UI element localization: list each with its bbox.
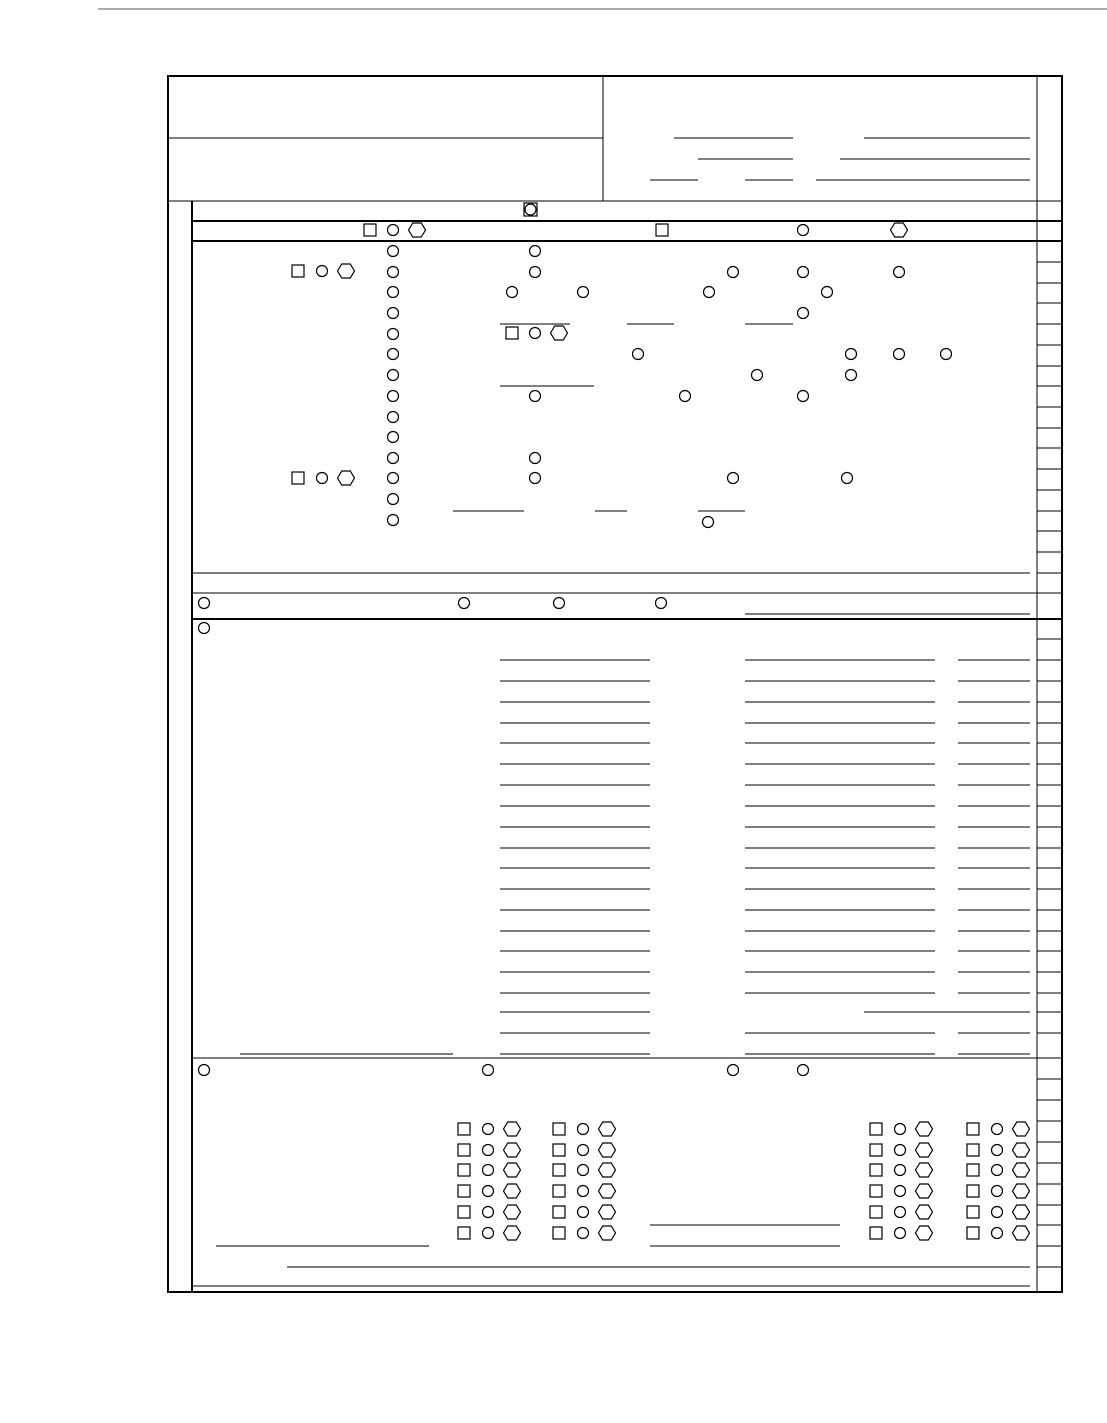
- square-checkbox-icon[interactable]: [553, 1164, 565, 1176]
- circle-radio-icon[interactable]: [578, 1207, 589, 1218]
- circle-radio-icon[interactable]: [483, 1145, 494, 1156]
- circle-radio-icon[interactable]: [798, 225, 809, 236]
- square-checkbox-icon[interactable]: [553, 1185, 565, 1197]
- circle-radio-icon[interactable]: [530, 473, 541, 484]
- hexagon-option-icon[interactable]: [551, 326, 568, 340]
- hexagon-option-icon[interactable]: [1013, 1226, 1030, 1240]
- square-checkbox-icon[interactable]: [458, 1206, 470, 1218]
- circle-radio-icon[interactable]: [388, 308, 399, 319]
- circle-radio-icon[interactable]: [530, 391, 541, 402]
- circle-radio-icon[interactable]: [483, 1207, 494, 1218]
- circle-radio-icon[interactable]: [483, 1124, 494, 1135]
- square-checkbox-icon[interactable]: [458, 1227, 470, 1239]
- hexagon-option-icon[interactable]: [1013, 1184, 1030, 1198]
- hexagon-option-icon[interactable]: [504, 1226, 521, 1240]
- circle-radio-icon[interactable]: [199, 598, 210, 609]
- circle-radio-icon[interactable]: [388, 432, 399, 443]
- circle-radio-icon[interactable]: [992, 1145, 1003, 1156]
- circle-radio-icon[interactable]: [388, 246, 399, 257]
- circle-radio-icon[interactable]: [578, 1165, 589, 1176]
- square-checkbox-icon[interactable]: [967, 1227, 979, 1239]
- circle-radio-icon[interactable]: [798, 391, 809, 402]
- hexagon-option-icon[interactable]: [599, 1122, 616, 1136]
- circle-radio-icon[interactable]: [483, 1228, 494, 1239]
- circle-radio-icon[interactable]: [680, 391, 691, 402]
- circle-radio-icon[interactable]: [388, 370, 399, 381]
- circle-radio-icon[interactable]: [846, 349, 857, 360]
- hexagon-option-icon[interactable]: [599, 1184, 616, 1198]
- square-checkbox-icon[interactable]: [870, 1185, 882, 1197]
- hexagon-option-icon[interactable]: [504, 1143, 521, 1157]
- hexagon-option-icon[interactable]: [409, 223, 426, 237]
- circle-radio-icon[interactable]: [388, 494, 399, 505]
- form-generated-elements: [199, 203, 1063, 1267]
- circle-radio-icon[interactable]: [895, 1165, 906, 1176]
- circle-radio-icon[interactable]: [317, 266, 328, 277]
- square-checkbox-icon[interactable]: [870, 1227, 882, 1239]
- square-checkbox-icon[interactable]: [506, 327, 518, 339]
- hexagon-option-icon[interactable]: [599, 1205, 616, 1219]
- circle-radio-icon[interactable]: [704, 287, 715, 298]
- hexagon-option-icon[interactable]: [916, 1143, 933, 1157]
- circle-radio-icon[interactable]: [483, 1186, 494, 1197]
- circle-radio-icon[interactable]: [895, 1228, 906, 1239]
- form-frame: [168, 76, 1062, 1292]
- hexagon-option-icon[interactable]: [916, 1122, 933, 1136]
- circle-radio-icon[interactable]: [798, 1065, 809, 1076]
- circle-radio-icon[interactable]: [992, 1124, 1003, 1135]
- hexagon-option-icon[interactable]: [504, 1122, 521, 1136]
- hexagon-option-icon[interactable]: [599, 1163, 616, 1177]
- hexagon-option-icon[interactable]: [1013, 1143, 1030, 1157]
- square-checkbox-icon[interactable]: [553, 1206, 565, 1218]
- square-checkbox-icon[interactable]: [870, 1123, 882, 1135]
- circle-radio-icon[interactable]: [530, 246, 541, 257]
- square-checkbox-icon[interactable]: [967, 1164, 979, 1176]
- circle-radio-icon[interactable]: [530, 453, 541, 464]
- hexagon-option-icon[interactable]: [338, 471, 355, 485]
- circle-radio-icon[interactable]: [578, 1145, 589, 1156]
- hexagon-option-icon[interactable]: [1013, 1163, 1030, 1177]
- hexagon-option-icon[interactable]: [338, 264, 355, 278]
- square-checkbox-icon[interactable]: [553, 1227, 565, 1239]
- square-checkbox-icon[interactable]: [553, 1123, 565, 1135]
- circle-radio-icon[interactable]: [578, 1186, 589, 1197]
- circle-radio-icon[interactable]: [388, 267, 399, 278]
- circle-radio-icon[interactable]: [798, 308, 809, 319]
- circle-radio-icon[interactable]: [530, 267, 541, 278]
- circle-radio-icon[interactable]: [822, 287, 833, 298]
- square-checkbox-icon[interactable]: [364, 224, 376, 236]
- circle-radio-icon[interactable]: [483, 1065, 494, 1076]
- circle-radio-icon[interactable]: [842, 473, 853, 484]
- circle-radio-icon[interactable]: [895, 1124, 906, 1135]
- circle-radio-icon[interactable]: [752, 370, 763, 381]
- circle-radio-icon[interactable]: [507, 287, 518, 298]
- square-checkbox-icon[interactable]: [292, 265, 304, 277]
- circle-radio-icon[interactable]: [703, 517, 714, 528]
- circle-radio-icon[interactable]: [992, 1207, 1003, 1218]
- hexagon-option-icon[interactable]: [916, 1184, 933, 1198]
- circle-radio-icon[interactable]: [633, 349, 644, 360]
- circle-radio-icon[interactable]: [992, 1186, 1003, 1197]
- square-checkbox-icon[interactable]: [870, 1164, 882, 1176]
- square-checkbox-icon[interactable]: [656, 224, 668, 236]
- circle-radio-icon[interactable]: [388, 453, 399, 464]
- square-checkbox-icon[interactable]: [553, 1144, 565, 1156]
- square-checkbox-icon[interactable]: [967, 1185, 979, 1197]
- square-checkbox-icon[interactable]: [292, 472, 304, 484]
- circle-radio-icon[interactable]: [199, 623, 210, 634]
- circle-radio-icon[interactable]: [798, 267, 809, 278]
- circle-radio-icon[interactable]: [728, 1065, 739, 1076]
- circle-radio-icon[interactable]: [656, 598, 667, 609]
- circle-radio-icon[interactable]: [578, 287, 589, 298]
- square-checkbox-icon[interactable]: [458, 1164, 470, 1176]
- circle-radio-icon[interactable]: [894, 349, 905, 360]
- square-checkbox-icon[interactable]: [967, 1206, 979, 1218]
- square-checkbox-icon[interactable]: [870, 1206, 882, 1218]
- circle-radio-icon[interactable]: [728, 473, 739, 484]
- hexagon-option-icon[interactable]: [891, 223, 908, 237]
- circle-radio-icon[interactable]: [388, 412, 399, 423]
- square-checkbox-icon[interactable]: [458, 1144, 470, 1156]
- circle-radio-icon[interactable]: [941, 349, 952, 360]
- circle-radio-icon[interactable]: [317, 473, 328, 484]
- circle-radio-icon[interactable]: [199, 1065, 210, 1076]
- hexagon-option-icon[interactable]: [916, 1205, 933, 1219]
- circle-radio-icon[interactable]: [895, 1186, 906, 1197]
- circle-radio-icon[interactable]: [992, 1228, 1003, 1239]
- hexagon-option-icon[interactable]: [916, 1226, 933, 1240]
- circle-radio-icon[interactable]: [388, 473, 399, 484]
- checkbox-icon[interactable]: [524, 203, 537, 216]
- circle-radio-icon[interactable]: [388, 329, 399, 340]
- circle-radio-icon[interactable]: [388, 391, 399, 402]
- circle-radio-icon[interactable]: [894, 267, 905, 278]
- circle-radio-icon[interactable]: [578, 1228, 589, 1239]
- circle-radio-icon[interactable]: [483, 1165, 494, 1176]
- circle-radio-icon[interactable]: [992, 1165, 1003, 1176]
- hexagon-option-icon[interactable]: [916, 1163, 933, 1177]
- square-checkbox-icon[interactable]: [458, 1123, 470, 1135]
- circle-radio-icon[interactable]: [728, 267, 739, 278]
- circle-radio-icon[interactable]: [388, 287, 399, 298]
- hexagon-option-icon[interactable]: [1013, 1205, 1030, 1219]
- circle-radio-icon[interactable]: [388, 225, 399, 236]
- circle-radio-icon[interactable]: [525, 204, 536, 215]
- circle-radio-icon[interactable]: [388, 515, 399, 526]
- form-structure: [98, 9, 1107, 1292]
- square-checkbox-icon[interactable]: [870, 1144, 882, 1156]
- circle-radio-icon[interactable]: [895, 1207, 906, 1218]
- circle-radio-icon[interactable]: [895, 1145, 906, 1156]
- square-checkbox-icon[interactable]: [967, 1144, 979, 1156]
- circle-radio-icon[interactable]: [578, 1124, 589, 1135]
- square-checkbox-icon[interactable]: [967, 1123, 979, 1135]
- circle-radio-icon[interactable]: [554, 598, 565, 609]
- hexagon-option-icon[interactable]: [599, 1226, 616, 1240]
- hexagon-option-icon[interactable]: [504, 1163, 521, 1177]
- hexagon-option-icon[interactable]: [1013, 1122, 1030, 1136]
- hexagon-option-icon[interactable]: [504, 1205, 521, 1219]
- circle-radio-icon[interactable]: [459, 598, 470, 609]
- circle-radio-icon[interactable]: [530, 328, 541, 339]
- square-checkbox-icon[interactable]: [458, 1185, 470, 1197]
- hexagon-option-icon[interactable]: [599, 1143, 616, 1157]
- circle-radio-icon[interactable]: [846, 370, 857, 381]
- circle-radio-icon[interactable]: [388, 349, 399, 360]
- hexagon-option-icon[interactable]: [504, 1184, 521, 1198]
